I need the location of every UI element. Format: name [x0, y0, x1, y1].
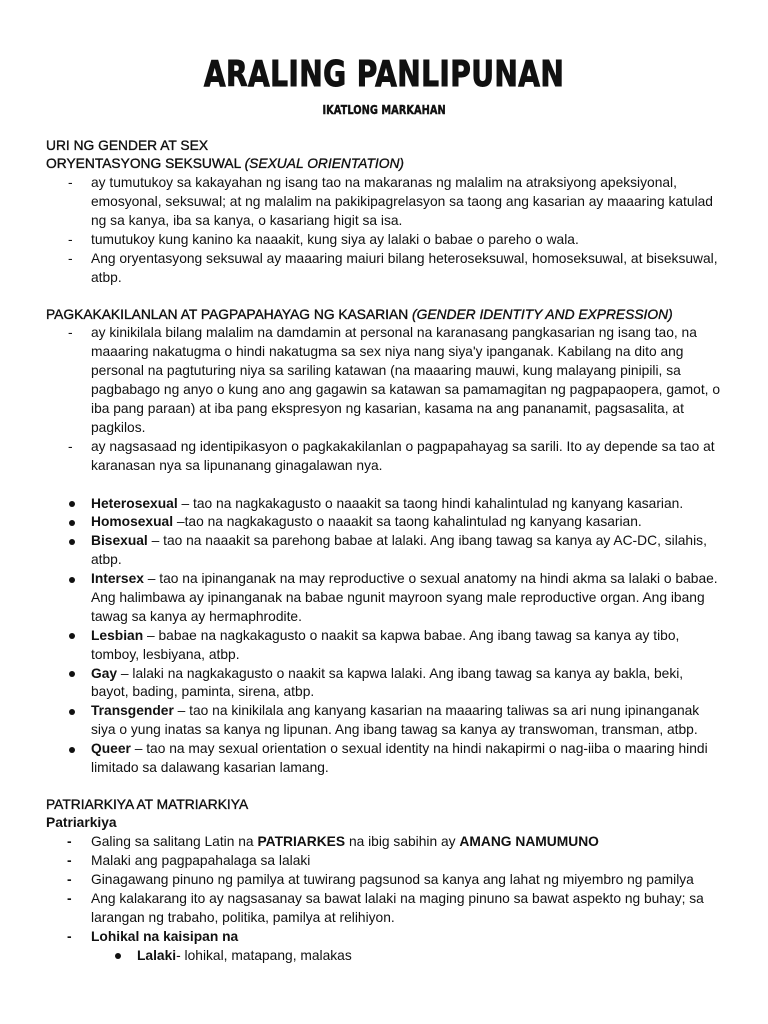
- sub-item-term: Lalaki: [137, 947, 177, 963]
- list-item-line: - ay kinikilala bilang malalim na damdamin at personal na karanasang pangkasarian ng isang tao, na: [91, 325, 697, 341]
- sub-item-text: - lohikal, matapang, malakas: [176, 947, 352, 963]
- term-name: Lesbian: [91, 627, 144, 643]
- term-definition-cont: siya o yung inatas sa kanya ng lipunan. Ang ibang tawag sa kanya ay transwoman, transman, atbp.: [91, 722, 698, 738]
- list-item: [0, 833, 768, 852]
- term-definition: – tao na may sexual orientation o sexual identity na hindi nakapirmi o nag-iiba o maaring hindi: [134, 741, 708, 757]
- term-definition-cont: atbp.: [91, 552, 122, 568]
- list-item-line: - Ang kalakarang ito ay nagsasanay sa bawat lalaki na maging pinuno sa bawat aspekto ng buhay; sa: [91, 890, 704, 906]
- list-item-line: - ay tumutukoy sa kakayahan ng isang tao na makaranas ng malalim na atraksiyong apeksiyonal,: [91, 175, 677, 191]
- list-item: [0, 231, 768, 250]
- term-name: Heterosexual: [91, 495, 178, 511]
- list-item-line: personal na pagtuturing niya sa sariling katawan (na maaaring mauwi, kung malayang pinipili, sa: [91, 363, 681, 379]
- term-item-transgender: [0, 702, 768, 740]
- section-heading: [0, 306, 768, 325]
- list-item-line: - tumutukoy kung kanino ka naaakit, kung siya ay lalaki o babae o pareho o wala.: [91, 231, 579, 247]
- subtitle-text: IKATLONG MARKAHAN: [322, 103, 446, 117]
- term-definition: – tao na naaakit sa parehong babae at lalaki. Ang ibang tawag sa kanya ay AC-DC, silahis,: [151, 533, 707, 549]
- term-item-homosexual: [0, 513, 768, 532]
- term-definition-cont: Ang halimbawa ay ipinanganak na babae ngunit mayroon syang male reproductive organ. Ang ibang: [91, 589, 705, 605]
- term-name: Transgender: [91, 703, 174, 719]
- list-item-line: atbp.: [91, 269, 122, 285]
- section-patriarkiya: [0, 796, 768, 966]
- term-definition: – tao na nagkakagusto o naaakit sa taong hindi kahalintulad ng kanyang kasarian.: [181, 495, 684, 511]
- term-definition-cont: bayot, bading, paminta, sirena, atbp.: [91, 684, 315, 700]
- term-definition: – babae na nagkakagusto o naakit sa kapwa babae. Ang ibang tawag sa kanya ay tibo,: [146, 627, 680, 643]
- list-item: [0, 250, 768, 288]
- section-subheading: [0, 155, 768, 174]
- term-definition-cont: tawag sa kanya ay hermaphrodite.: [91, 608, 302, 624]
- term-definition-cont: limitado sa dalawang kasarian lamang.: [91, 759, 329, 775]
- heading-english: (GENDER IDENTITY AND EXPRESSION): [412, 306, 673, 322]
- document-title: [0, 55, 768, 102]
- list-item-line: pagkilos.: [91, 419, 146, 435]
- term-name: Intersex: [91, 571, 144, 587]
- sub-list-item: [0, 947, 768, 966]
- terms-list: [0, 495, 768, 778]
- list-item: [0, 438, 768, 476]
- list-item-line: larangan ng trabaho, politika, pamilya at relihiyon.: [91, 909, 395, 925]
- list-item-line: - Ang oryentasyong seksuwal ay maaaring maiuri bilang heteroseksuwal, homoseksuwal, at biseksuwal,: [91, 250, 718, 266]
- list-item-line: ng sa kanya, iba sa kanya, o kasariang higit sa isa.: [91, 213, 403, 229]
- heading-text: PAGKAKAKILANLAN AT PAGPAPAHAYAG NG KASARIAN: [46, 306, 409, 322]
- section-sexual-orientation: [0, 137, 768, 288]
- term-item-lesbian: [0, 627, 768, 665]
- item-text: Galing sa salitang Latin na: [91, 834, 254, 850]
- section-heading: URI NG GENDER AT SEX: [46, 137, 209, 153]
- list-item: [0, 928, 768, 947]
- list-item-line: - Ginagawang pinuno ng pamilya at tuwirang pagsunod sa kanya ang lahat ng miyembro ng pamilya: [91, 872, 694, 888]
- term-definition-cont: tomboy, lesbiyana, atbp.: [91, 646, 240, 662]
- list-item: [0, 852, 768, 871]
- list-item-line: iba pang paraan) at iba pang ekspresyon ng kasarian, kasama na ang pananamit, pagsasalita, at: [91, 400, 684, 416]
- list-item: [0, 890, 768, 928]
- term-item-gay: [0, 665, 768, 703]
- list-item-line: emosyonal, seksuwal; at ng malalim na pakikipagrelasyon sa taong ang kasarian ay maaaring katulad: [91, 194, 713, 210]
- item-text: na ibig sabihin ay: [348, 834, 456, 850]
- list-item-line: pagbabago ng anyo o kung ano ang gagawin sa katawan sa pamamagitan ng pagpapaopera, gamot, o: [91, 382, 721, 398]
- list-item-line: - ay nagsasaad ng identipikasyon o pagkakakilanlan o pagpapahayag sa sarili. Ito ay depende sa tao at: [91, 438, 715, 454]
- list-item-line: - Malaki ang pagpapahalaga sa lalaki: [91, 853, 311, 869]
- item-emphasis: PATRIARKES: [257, 834, 346, 850]
- list-item-line: karanasan nya sa lipunanang ginagalawan nya.: [91, 457, 383, 473]
- list-item: [0, 174, 768, 231]
- section-heading: PATRIARKIYA AT MATRIARKIYA: [46, 796, 249, 812]
- term-name: Queer: [91, 741, 131, 757]
- term-name: Gay: [91, 665, 118, 681]
- term-item-bisexual: [0, 532, 768, 570]
- list-item: [0, 324, 768, 437]
- term-item-intersex: [0, 570, 768, 627]
- term-definition: – tao na kinikilala ang kanyang kasarian na maaaring taliwas sa ari nung ipinanganak: [177, 703, 700, 719]
- subheading-english: (SEXUAL ORIENTATION): [244, 156, 405, 172]
- document-subtitle: [0, 102, 768, 118]
- list-item-line: maaaring nakatugma o hindi nakatugma sa sex niya nang siya'y ipanganak. Kabilang na dito ang: [91, 344, 684, 360]
- title-text: ARALING PANLIPUNAN: [203, 54, 565, 95]
- term-item-heterosexual: [0, 495, 768, 514]
- section-gender-identity: [0, 306, 768, 476]
- item-emphasis: AMANG NAMUMUNO: [459, 834, 599, 850]
- term-name: Bisexual: [91, 533, 148, 549]
- term-name: Homosexual: [91, 514, 174, 530]
- term-definition: – lalaki na nagkakagusto o naakit sa kapwa lalaki. Ang ibang tawag sa kanya ay bakla, beki,: [120, 665, 684, 681]
- term-definition: – tao na ipinanganak na may reproductive o sexual anatomy na hindi akma sa lalaki o babae.: [147, 571, 718, 587]
- list-item: [0, 871, 768, 890]
- section-subheading: Patriarkiya: [46, 815, 117, 831]
- item-label: Lohikal na kaisipan na: [91, 928, 239, 944]
- term-item-queer: [0, 740, 768, 778]
- subheading-text: ORYENTASYONG SEKSUWAL: [46, 156, 241, 172]
- term-definition: –tao na nagkakagusto o naaakit sa taong kahalintulad ng kanyang kasarian.: [176, 514, 642, 530]
